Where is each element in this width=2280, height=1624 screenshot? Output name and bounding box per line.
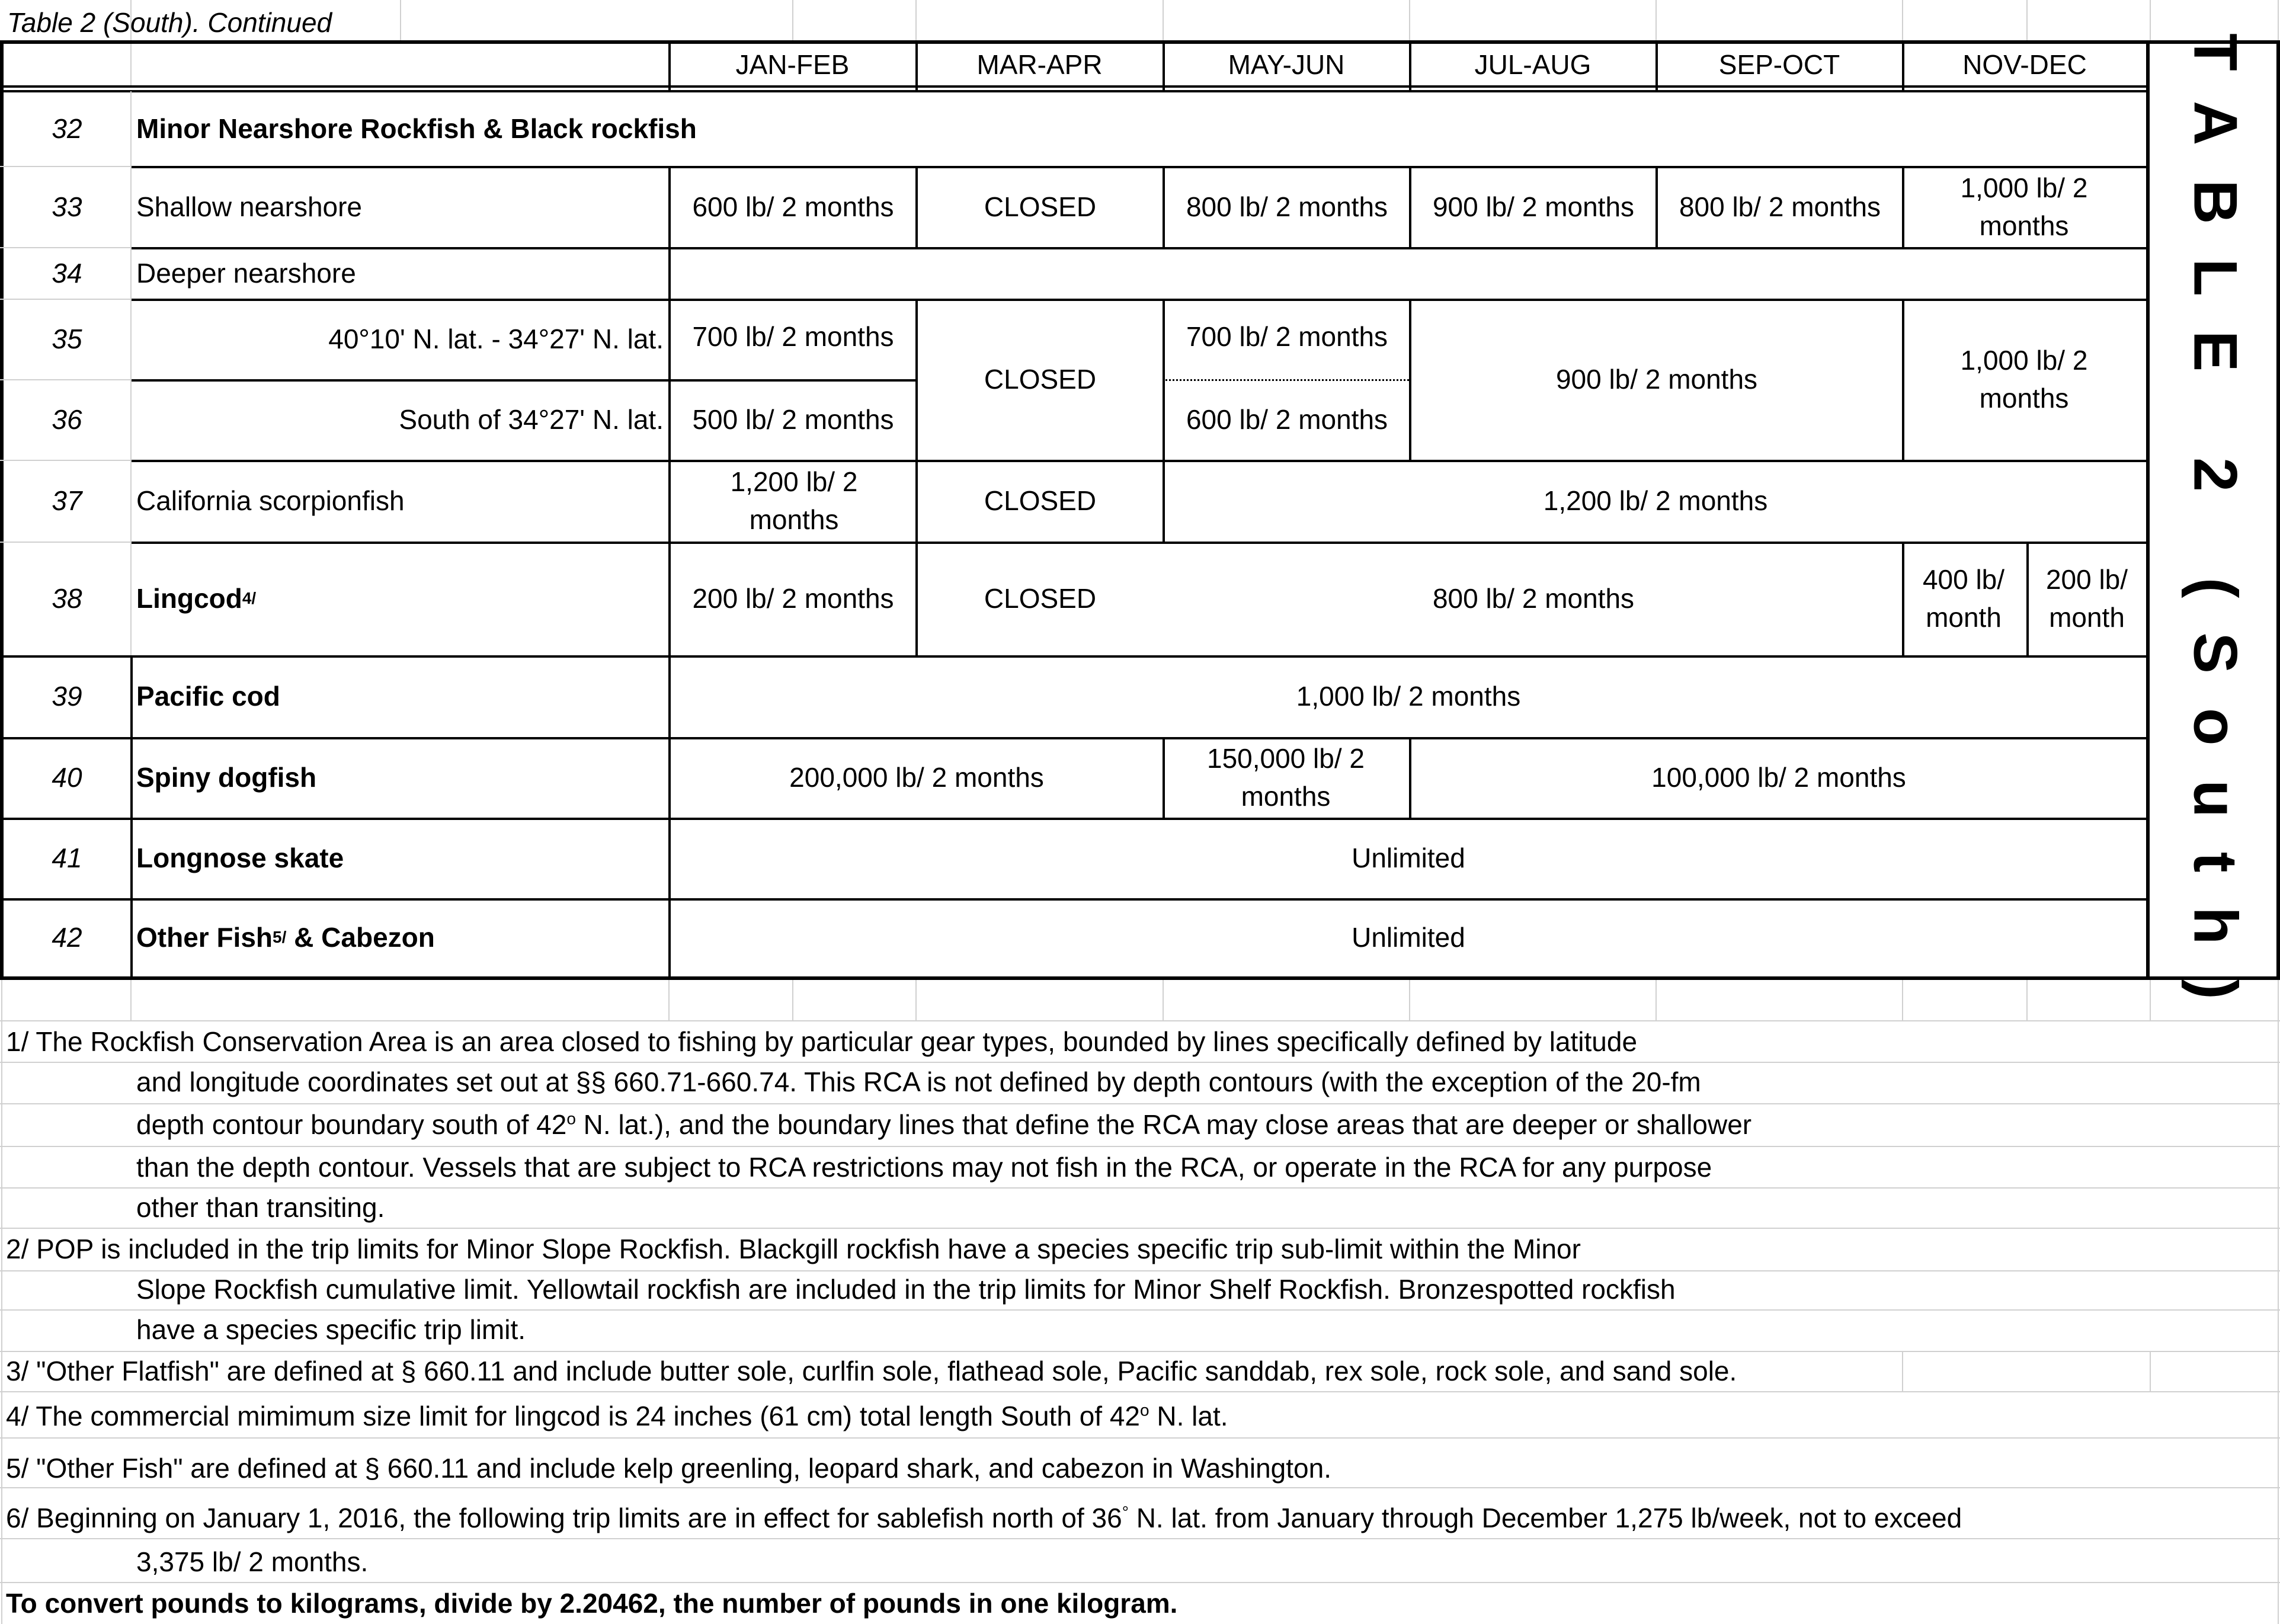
grid-line <box>1902 1351 1903 1391</box>
row-number: 38 <box>52 583 82 614</box>
grid-line <box>1655 0 1657 41</box>
species-label: Longnose skate <box>136 843 344 873</box>
footnote-1-cont: other than transiting. <box>136 1192 385 1223</box>
species-label: Deeper nearshore <box>136 257 356 289</box>
grid-line <box>130 91 132 655</box>
grid-line <box>0 1391 2280 1392</box>
header-nov-dec: NOV-DEC <box>1962 49 2087 80</box>
limit-cell: Unlimited <box>1352 843 1465 873</box>
grid-line <box>0 1228 2280 1229</box>
limit-cell: 600 lb/ 2 months <box>1186 404 1388 435</box>
grid-line <box>1902 0 1903 41</box>
grid-line <box>0 1538 2280 1539</box>
limit-cell: 1,200 lb/ 2 months <box>730 466 858 535</box>
species-label: Spiny dogfish <box>136 762 317 793</box>
col-line <box>1902 299 1904 460</box>
species-label: California scorpionfish <box>136 485 405 516</box>
limit-cell: 900 lb/ 2 months <box>1432 191 1635 222</box>
header-may-jun: MAY-JUN <box>1228 49 1345 80</box>
grid-line <box>0 1582 2280 1583</box>
limit-cell: 100,000 lb/ 2 months <box>1651 762 1906 793</box>
col-line <box>2026 542 2029 655</box>
grid-line <box>1 980 2 1624</box>
footnote-2: 2/ POP is included in the trip limits for Minor Slope Rockfish. Blackgill rockfish have a species specific trip sub-limit within the Minor <box>6 1234 1581 1264</box>
species-label: South of 34°27' N. lat. <box>399 404 664 435</box>
col-line <box>1902 166 1904 247</box>
row-number: 36 <box>52 404 82 435</box>
species-label: Minor Nearshore Rockfish & Black rockfish <box>136 113 697 144</box>
limit-cell: 900 lb/ 2 months <box>1555 364 1758 395</box>
col-line <box>130 655 133 978</box>
limit-cell: 200 lb/ 2 months <box>692 583 894 614</box>
grid-line <box>0 1487 2280 1488</box>
limit-cell: 600 lb/ 2 months <box>692 191 894 222</box>
grid-line <box>2026 0 2028 41</box>
footnote-2-cont: Slope Rockfish cumulative limit. Yellowtail rockfish are included in the trip limits for Minor Shelf Rockfish. Bronzespotted rockfish <box>136 1274 1676 1305</box>
species-label: Other Fish 5/ & Cabezon <box>136 922 435 953</box>
grid-line <box>1163 980 1164 1020</box>
limit-cell: CLOSED <box>984 485 1097 516</box>
footnote-6: 6/ Beginning on January 1, 2016, the following trip limits are in effect for sablefish north of 36° N. lat. from January through December 1,275 lb/week, not to exceed <box>6 1503 1962 1533</box>
limit-cell: 800 lb/ 2 months <box>1432 583 1635 614</box>
limit-cell: Unlimited <box>1352 922 1465 953</box>
grid-line <box>0 1351 2280 1352</box>
footnote-6-cont: 3,375 lb/ 2 months. <box>136 1546 369 1577</box>
grid-line <box>1409 0 1410 41</box>
grid-line <box>0 1146 2280 1147</box>
species-label: Lingcod 4/ <box>136 583 257 614</box>
limit-cell: 1,000 lb/ 2 months <box>1960 345 2088 414</box>
footnote-4: 4/ The commercial mimimum size limit for lingcod is 24 inches (61 cm) total length South of 42$^o$ N. lat. <box>6 1401 1228 1431</box>
limit-cell: CLOSED <box>984 583 1097 614</box>
grid-line <box>915 0 917 41</box>
limit-cell: 400 lb/ month <box>1922 564 2005 633</box>
limit-cell: 700 lb/ 2 months <box>1186 321 1388 352</box>
grid-line <box>0 1309 2280 1311</box>
grid-line <box>0 1187 2280 1189</box>
grid-line <box>0 1437 2280 1439</box>
grid-line <box>792 0 793 41</box>
row-number: 35 <box>52 323 82 354</box>
footnote-1-cont: depth contour boundary south of 42$^o$ N. lat.), and the boundary lines that define the RCA may close areas that are deeper or shallower <box>136 1109 1752 1140</box>
header-jan-feb: JAN-FEB <box>735 49 850 80</box>
footnote-5: 5/ "Other Fish" are defined at § 660.11 and include kelp greenling, leopard shark, and cabezon in Washington. <box>6 1453 1331 1484</box>
col-line <box>1163 737 1165 818</box>
table-bottom-border <box>0 976 2280 980</box>
limit-cell: CLOSED <box>984 364 1097 395</box>
limit-cell: CLOSED <box>984 191 1097 222</box>
grid-line <box>400 0 401 41</box>
grid-line <box>0 1103 2280 1104</box>
grid-line <box>1409 980 1410 1020</box>
species-label: Shallow nearshore <box>136 191 363 222</box>
limit-cell: 1,200 lb/ 2 months <box>1543 485 1768 516</box>
species-label: 40°10' N. lat. - 34°27' N. lat. <box>328 323 664 354</box>
limit-cell: 1,000 lb/ 2 months <box>1960 172 2088 241</box>
limit-cell: 150,000 lb/ 2 months <box>1206 743 1365 812</box>
limit-cell: 200,000 lb/ 2 months <box>789 762 1044 793</box>
row-number: 40 <box>52 762 82 793</box>
species-label: Pacific cod <box>136 681 280 712</box>
row-number: 42 <box>52 922 82 953</box>
grid-line <box>2150 980 2151 1020</box>
header-sep-oct: SEP-OCT <box>1718 49 1840 80</box>
header-bottom-border <box>0 85 2150 88</box>
limit-cell: 700 lb/ 2 months <box>692 321 894 352</box>
row-number: 33 <box>52 191 82 222</box>
grid-line <box>0 1020 2280 1021</box>
footnote-1-cont: than the depth contour. Vessels that are subject to RCA restrictions may not fish in the RCA, or operate in the RCA for any purpose <box>136 1152 1712 1183</box>
row-number: 34 <box>52 257 82 289</box>
grid-line <box>130 44 132 85</box>
header-jul-aug: JUL-AUG <box>1474 49 1591 80</box>
footnote-2-cont: have a species specific trip limit. <box>136 1314 526 1345</box>
side-title: TABLE 2 (South) <box>2180 33 2250 1034</box>
grid-line <box>792 980 793 1020</box>
grid-line <box>915 980 917 1020</box>
row-number: 32 <box>52 113 82 144</box>
grid-line <box>1902 980 1903 1020</box>
limit-cell: 500 lb/ 2 months <box>692 404 894 435</box>
table-caption: Table 2 (South). Continued <box>7 7 332 38</box>
row-number: 37 <box>52 485 82 516</box>
grid-line <box>0 1270 2280 1271</box>
grid-line <box>2150 0 2151 41</box>
col-line <box>1902 542 1904 655</box>
grid-line <box>668 980 670 1020</box>
footnote-1: 1/ The Rockfish Conservation Area is an area closed to fishing by particular gear types, bounded by lines specifically defined by latitude <box>6 1026 1638 1057</box>
footnote-3: 3/ "Other Flatfish" are defined at § 660.11 and include butter sole, curlfin sole, flathead sole, Pacific sanddab, rex sole, rock sole, and sand sole. <box>6 1356 1737 1386</box>
footnote-1-cont: and longitude coordinates set out at §§ 660.71-660.74. This RCA is not defined by depth contours (with the exception of the 20-fm <box>136 1066 1701 1097</box>
grid-line <box>1655 980 1657 1020</box>
grid-line <box>0 1062 2280 1063</box>
limit-cell: 800 lb/ 2 months <box>1679 191 1881 222</box>
grid-line <box>2026 980 2028 1020</box>
grid-line <box>2150 1351 2151 1391</box>
limit-cell: 1,000 lb/ 2 months <box>1296 681 1521 712</box>
row-number: 39 <box>52 681 82 712</box>
row-number: 41 <box>52 843 82 873</box>
grid-line <box>130 980 132 1020</box>
conversion-note: To convert pounds to kilograms, divide by 2.20462, the number of pounds in one kilogram. <box>6 1588 1178 1619</box>
header-mar-apr: MAR-APR <box>976 49 1103 80</box>
limit-cell: 800 lb/ 2 months <box>1186 191 1388 222</box>
grid-line <box>1163 0 1164 41</box>
limit-cell: 200 lb/ month <box>2045 564 2128 633</box>
